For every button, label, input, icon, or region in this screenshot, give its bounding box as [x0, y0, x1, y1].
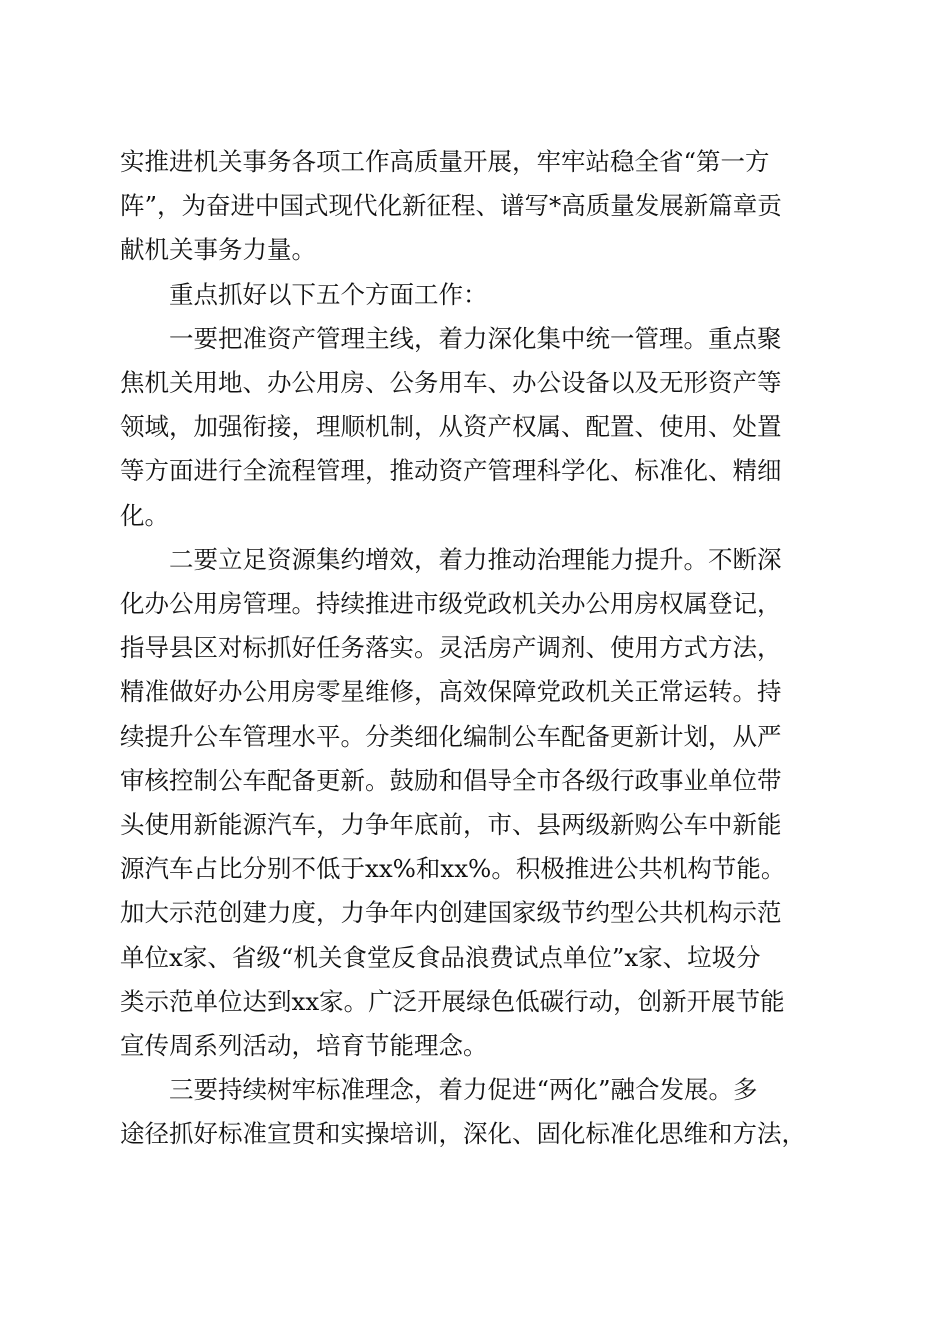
document-body [120, 140, 832, 1157]
paragraph-point-one: 一要把准资产管理主线，着力深化集中统一管理。重点聚 焦机关用地、办公用房、公务用车、办公设备以及无形资产等 领域，加强衔接，理顺机制，从资产权属、配置、使用、处置 等方面进行全流程管理，推动资产管理科学化、标准化、精细 化。 [120, 323, 782, 530]
paragraph-overview: 重点抓好以下五个方面工作： [169, 279, 488, 309]
paragraph-continuation: 实推进机关事务各项工作高质量开展，牢牢站稳全省“第一方 阵”，为奋进中国式现代化新征程、谱写*高质量发展新篇章贡 献机关事务力量。 [120, 147, 782, 265]
paragraph-point-three: 三要持续树牢标准理念，着力促进“两化”融合发展。多 途径抓好标准宣贯和实操培训，深化、固化标准化思维和方法， [120, 1075, 806, 1149]
paragraph-point-two: 二要立足资源集约增效，着力推动治理能力提升。不断深 化办公用房管理。持续推进市级党政机关办公用房权属登记， 指导县区对标抓好任务落实。灵活房产调剂、使用方式方法， 精准做好办公用房零星维修，高效保障党政机关正常运转。持 续提升公车管理水平。分类细化编制公车配备更新计划，从严 审核控制公车配备更新。鼓励和倡导全市各级行政事业单位带 头使用新能源汽车，力争年底前，市、县两级新购公车中新能 源汽车占比分别不低于xx%和xx%。积极推进公共机构节能。 加大示范创建力度，力争年内创建国家级节约型公共机构示范 单位x家、省级“机关食堂反食品浪费试点单位”x家、垃圾分 类示范单位达到xx家。广泛开展绿色低碳行动，创新开展节能 宣传周系列活动，培育节能理念。 [120, 544, 786, 1061]
